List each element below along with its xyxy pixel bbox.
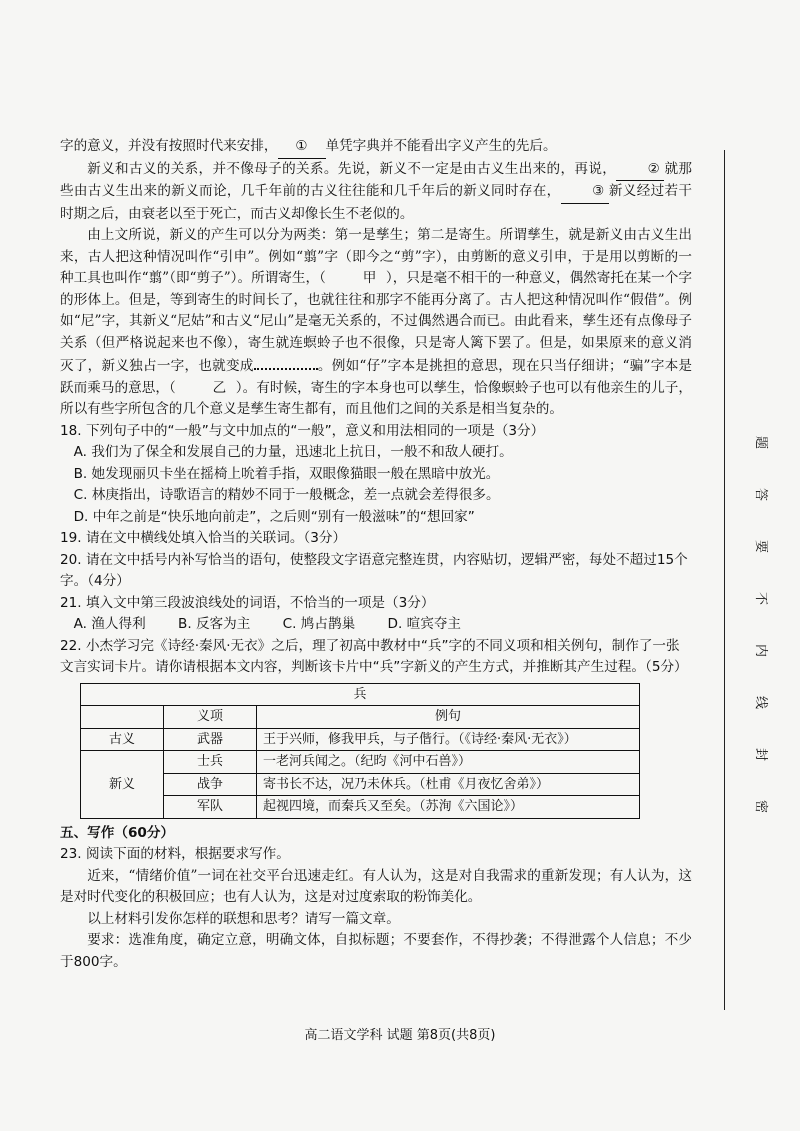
passage-paragraph-1: 字的意义，并没有按照时代来安排， ① 单凭字典并不能看出字义产生的先后。 [60, 136, 692, 159]
wavy-blank [254, 354, 318, 370]
question-21: 21. 填入文中第三段波浪线处的词语，不恰当的一项是（3分） A. 渔人得利 B. 反客为主 C. 鸠占鹊巢 D. 喧宾夺主 [60, 593, 692, 636]
question-23: 23. 阅读下面的材料，根据要求写作。 [60, 846, 290, 862]
col-example-header: 例句 [257, 706, 640, 729]
question-19: 19. 请在文中横线处填入恰当的关联词。（3分） [60, 530, 347, 546]
table-row: 新义 士兵 一老河兵闻之。（纪昀《河中石兽》） [81, 751, 640, 774]
blank-2: ② [616, 159, 664, 182]
col-meaning-header: 义项 [164, 706, 257, 729]
new-meaning-label: 新义 [81, 751, 164, 819]
q18-option-b: B. 她发现丽贝卡坐在摇椅上吮着手指，双眼像猫眼一般在黑暗中放光。 [73, 465, 500, 482]
writing-prompt: 以上材料引发你怎样的联想和思考？请写一篇文章。 [87, 910, 400, 927]
section-5-title: 五、写作（60分） [60, 824, 175, 841]
question-22: 22. 小杰学习完《诗经·秦风·无衣》之后，理了初高中教材中“兵”字的不同义项和相关例句，制作了一张文言实词卡片。请你请根据本文内容，判断该卡片中“兵”字新义的产生方式，并推断其产生过程。（5分） 兵 义项 例句 古义 武器 王于兴师，修我甲兵，与子偕行。（《诗经·秦风·无衣》） 新义 士兵 一老河兵闻之。（纪昀《河中石兽》） 战争 寄书长不达，况乃未休兵。（杜甫《月夜忆舍弟》） 军队 起视四境，而秦兵又至矣。（苏洵《六国论》） [60, 636, 692, 819]
q18-option-d: D. 中年之前是“快乐地向前走”，之后则“别有一般滋味”的“想回家” [73, 508, 475, 525]
table-row: 古义 武器 王于兴师，修我甲兵，与子偕行。（《诗经·秦风·无衣》） [81, 728, 640, 751]
table-row: 战争 寄书长不达，况乃未休兵。（杜甫《月夜忆舍弟》） [81, 773, 640, 796]
bracket-jia: 甲 [362, 270, 377, 286]
q21-option-c: C. 鸠占鹊巢 [282, 616, 356, 632]
old-meaning-label: 古义 [81, 728, 164, 751]
q21-option-b: B. 反客为主 [178, 616, 251, 632]
writing-requirements: 要求：选准角度，确定立意，明确文体，自拟标题；不要套作，不得抄袭；不得泄露个人信息；不少于800字。 [60, 932, 692, 970]
table-title: 兵 [81, 683, 640, 706]
q21-option-a: A. 渔人得利 [73, 616, 146, 632]
word-card-table [80, 683, 640, 819]
writing-material: 近来，“情绪价值”一词在社交平台迅速走红。有人认为，这是对自我需求的重新发现；有人认为，这是对时代变化的积极回应；也有人认为，这是对过度索取的粉饰美化。 [60, 867, 692, 905]
question-20: 20. 请在文中括号内补写恰当的语句，使整段文字语意完整连贯，内容贴切，逻辑严密，每处不超过15个字。（4分） [60, 551, 688, 589]
table-row: 军队 起视四境，而秦兵又至矣。（苏洵《六国论》） [81, 796, 640, 819]
q21-option-d: D. 喧宾夺主 [387, 616, 461, 632]
question-18: 18. 下列句子中的“一般”与文中加点的“一般”，意义和用法相同的一项是（3分） A. 我们为了保全和发展自己的力量，迅速北上抗日，一般不和敌人硬打。 B. 她发现丽贝卡坐在摇椅上吮着手指，双眼像猫眼一般在黑暗中放光。 C. 林庚指出，诗歌语言的精妙不同于一般概念，差一点就会差得很多。 D. 中年之前是“快乐地向前走”，之后则“别有一般滋味”的“想回家” [60, 421, 692, 529]
q18-option-a: A. 我们为了保全和发展自己的力量，迅速北上抗日，一般不和敌人硬打。 [73, 444, 513, 460]
page-footer: 高二语文学科 试题 第8页(共8页) [304, 1028, 496, 1043]
blank-1: ① [278, 136, 326, 159]
passage-paragraph-3: 由上文所说，新义的产生可以分为两类：第一是孳生；第二是寄生。所谓孳生，就是新义由古义生出来，古人把这种情况叫作“引申”。例如“翦”字（即今之“剪”字），由剪断的意义引申，于是用以剪断的一种工具也叫作“翦”（即“剪子”）。所谓寄生，（ 甲 ），只是毫不相干的一种意义，偶然寄托在某一个字的形体上。但是，等到寄生的时间长了，也就往往和那字不能再分离了。古人把这种情况叫作“假借”。例如“尼”字，其新义“尼姑”和古义“尼山”是毫无关系的，不过偶然遇合而已。由此看来，孳生还有点像母子关系（但严格说起来也不像），寄生就连螟蛉子也不很像，只是寄人篱下罢了。但是，如果原来的意义消灭了，新义独占一字，也就变成 。例如“仔”字本是挑担的意思，现在只当仔细讲；“骗”字本是跃而乘马的意思，（ 乙 ）。有时候，寄生的字本身也可以孳生，恰像螟蛉子也可以有他亲生的儿子，所以有些字所包含的几个意义是孳生寄生都有，而且他们之间的关系是相当复杂的。 [60, 227, 693, 417]
passage-paragraph-2: 新义和古义的关系，并不像母子的关系。先说，新义不一定是由古义生出来的，再说， ② 就那些由古义生出来的新义而论，几千年前的古义往往能和几千年后的新义同时存在， ③ 新义经过若干时期之后，由衰老以至于死亡，而古义却像长生不老似的。 [60, 160, 693, 222]
q18-option-c: C. 林庚指出，诗歌语言的精妙不同于一般概念，差一点就会差得很多。 [73, 487, 500, 503]
seal-line-margin: 题 答 要 不 内 线 封 密 [714, 150, 774, 1010]
exam-content [60, 136, 692, 973]
seal-line [724, 150, 725, 1010]
blank-3: ③ [561, 181, 609, 204]
bracket-yi: 乙 [212, 379, 227, 396]
